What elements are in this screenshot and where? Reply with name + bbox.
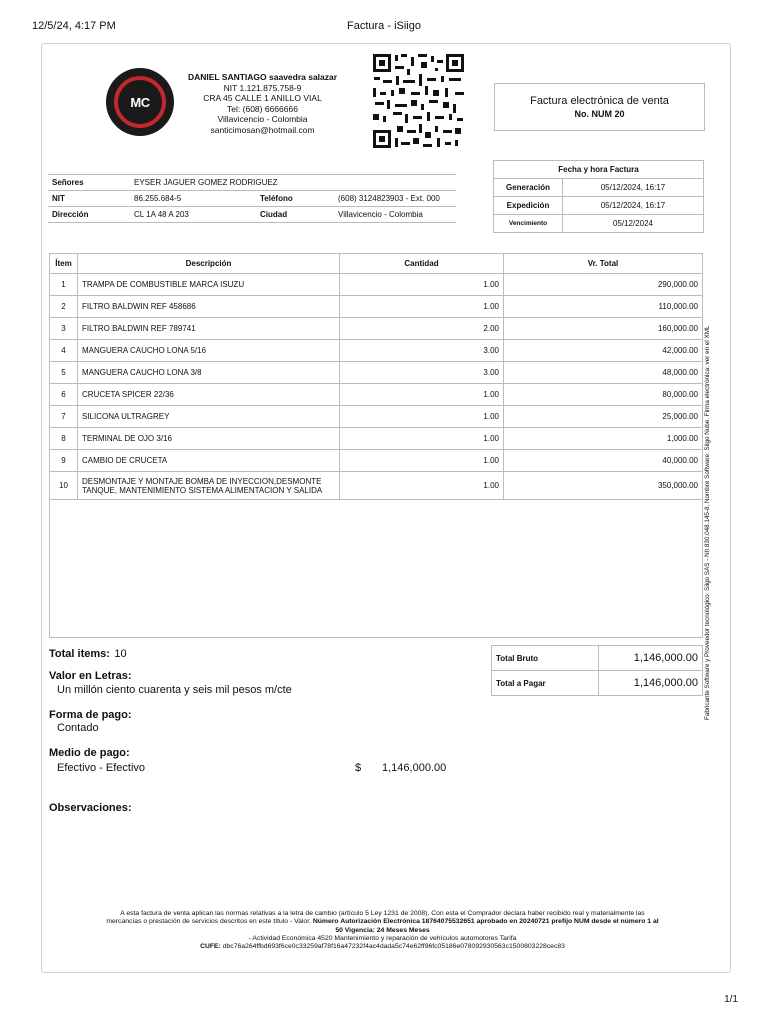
observations-label: Observaciones: <box>49 802 132 814</box>
qr-code-icon <box>371 52 466 150</box>
invoice-title-box <box>494 83 705 131</box>
gear-icon <box>114 76 166 128</box>
vertical-software-note: Fabricante Software y Proveedor tecnológico: Siigo SAS - NIt 830.048.145-8, Nombre Software: Siigo Nube. Firma electrónica: ver en el XML <box>704 325 711 720</box>
totals-table <box>491 645 703 696</box>
item-quantity: 1.00 <box>340 428 504 450</box>
client-name: EYSER JAGUER GOMEZ RODRIGUEZ <box>130 175 456 191</box>
item-number: 4 <box>50 340 78 362</box>
total-items <box>49 644 127 662</box>
expedition-label: Expedición <box>494 197 563 215</box>
item-description: FILTRO BALDWIN REF 458686 <box>78 296 340 318</box>
item-quantity: 1.00 <box>340 472 504 500</box>
dates-table <box>493 160 704 233</box>
item-number: 3 <box>50 318 78 340</box>
item-number: 5 <box>50 362 78 384</box>
col-item: Ítem <box>50 254 78 274</box>
company-info <box>180 72 345 135</box>
item-total: 48,000.00 <box>504 362 703 384</box>
item-quantity: 1.00 <box>340 406 504 428</box>
company-email: santicimosan@hotmail.com <box>210 124 315 135</box>
table-row <box>50 296 703 318</box>
item-number: 7 <box>50 406 78 428</box>
item-description: CAMBIO DE CRUCETA <box>78 450 340 472</box>
amount-words: Un millón ciento cuarenta y seis mil pesos m/cte <box>57 684 292 696</box>
table-row <box>50 472 703 500</box>
total-items-label: Total items: <box>49 648 110 660</box>
gross-total-label: Total Bruto <box>492 646 599 671</box>
item-quantity: 3.00 <box>340 362 504 384</box>
payment-amount: 1,146,000.00 <box>382 762 447 774</box>
payment-form: Contado <box>57 722 99 734</box>
col-quantity: Cantidad <box>340 254 504 274</box>
generation-label: Generación <box>494 179 563 197</box>
company-name: DANIEL SANTIAGO saavedra salazar <box>187 72 338 82</box>
footer-line-2a: mercancías o prestación de servicios descritos en este título - Valor. <box>106 918 313 926</box>
dates-header: Fecha y hora Factura <box>494 161 704 179</box>
item-total: 1,000.00 <box>504 428 703 450</box>
client-table <box>48 174 456 223</box>
table-row <box>50 340 703 362</box>
payment-method: Efectivo - Efectivo <box>57 762 146 774</box>
print-page-title: Factura - iSiigo <box>347 20 421 32</box>
item-total: 42,000.00 <box>504 340 703 362</box>
legal-footer <box>60 910 705 951</box>
print-datetime: 12/5/24, 4:17 PM <box>32 20 116 32</box>
payment-form-label: Forma de pago: <box>49 709 132 721</box>
item-number: 8 <box>50 428 78 450</box>
client-address: CL 1A 48 A 203 <box>130 207 256 223</box>
expedition-date: 05/12/2024, 16:17 <box>563 197 704 215</box>
gross-total: 1,146,000.00 <box>599 646 703 671</box>
cufe-label: CUFE: <box>200 943 221 951</box>
item-number: 9 <box>50 450 78 472</box>
total-payable: 1,146,000.00 <box>599 671 703 696</box>
item-quantity: 2.00 <box>340 318 504 340</box>
client-city: Villavicencio - Colombia <box>334 207 456 223</box>
footer-line-1: A esta factura de venta aplican las normas relativas a la letra de cambio (artículo 5 Ley 1231 de 2008). Con esta el Comprador declara haber recibido real y materialmente las <box>120 910 645 917</box>
invoice-type: Factura electrónica de venta <box>530 95 669 107</box>
item-quantity: 3.00 <box>340 340 504 362</box>
cufe-value: dbc76a264ffbd693f6ce0c33259af78f16a47232f4ac4dada5c74e62ff96fc05186e078092930563c1500803228cec83 <box>222 943 565 951</box>
due-date: 05/12/2024 <box>563 215 704 233</box>
item-total: 290,000.00 <box>504 274 703 296</box>
item-description: MANGUERA CAUCHO LONA 3/8 <box>78 362 340 384</box>
item-number: 2 <box>50 296 78 318</box>
item-quantity: 1.00 <box>340 450 504 472</box>
item-quantity: 1.00 <box>340 274 504 296</box>
table-row <box>50 384 703 406</box>
table-row <box>50 362 703 384</box>
table-row <box>50 318 703 340</box>
payment-method-label: Medio de pago: <box>49 747 130 759</box>
item-quantity: 1.00 <box>340 296 504 318</box>
footer-line-4: - Actividad Económica 4520 Mantenimiento y reparación de vehículos automotores Tarifa <box>248 934 517 942</box>
item-description: MANGUERA CAUCHO LONA 5/16 <box>78 340 340 362</box>
city-label: Ciudad <box>256 207 334 223</box>
items-table <box>49 253 703 500</box>
generation-date: 05/12/2024, 16:17 <box>563 179 704 197</box>
table-row <box>50 428 703 450</box>
item-description: TRAMPA DE COMBUSTIBLE MARCA ISUZU <box>78 274 340 296</box>
col-description: Descripción <box>78 254 340 274</box>
client-label: Señores <box>48 175 130 191</box>
item-quantity: 1.00 <box>340 384 504 406</box>
item-total: 350,000.00 <box>504 472 703 500</box>
col-total: Vr. Total <box>504 254 703 274</box>
item-description: CRUCETA SPICER 22/36 <box>78 384 340 406</box>
address-label: Dirección <box>48 207 130 223</box>
page-number: 1/1 <box>724 994 738 1005</box>
total-items-value: 10 <box>114 648 127 660</box>
table-row <box>50 274 703 296</box>
item-description: DESMONTAJE Y MONTAJE BOMBA DE INYECCION,DESMONTE TANQUE, MANTENIMIENTO SISTEMA ALIMENTACION Y SALIDA <box>78 472 340 500</box>
footer-line-3: 50 Vigencia: 24 Meses Meses <box>335 926 430 934</box>
item-number: 6 <box>50 384 78 406</box>
item-description: SILICONA ULTRAGREY <box>78 406 340 428</box>
footer-line-2b: Número Autorización Electrónica 18764075532651 aprobado en 20240721 prefijo NUM desde el número 1 al <box>312 918 659 926</box>
table-row <box>50 450 703 472</box>
company-logo <box>106 68 174 136</box>
item-total: 40,000.00 <box>504 450 703 472</box>
company-city: Villavicencio - Colombia <box>217 114 308 124</box>
payment-currency: $ <box>355 762 362 774</box>
phone-label: Teléfono <box>256 191 334 207</box>
item-number: 1 <box>50 274 78 296</box>
item-total: 110,000.00 <box>504 296 703 318</box>
item-total: 80,000.00 <box>504 384 703 406</box>
item-number: 10 <box>50 472 78 500</box>
total-payable-label: Total a Pagar <box>492 671 599 696</box>
company-address: CRA 45 CALLE 1 ANILLO VIAL <box>203 93 322 103</box>
amount-words-label: Valor en Letras: <box>49 670 132 682</box>
client-phone: (608) 3124823903 - Ext. 000 <box>334 191 456 207</box>
table-row <box>50 406 703 428</box>
company-phone: Tel: (608) 6666666 <box>227 103 298 114</box>
client-nit: 86.255.684-5 <box>130 191 256 207</box>
company-nit: NIT 1.121.875.758-9 <box>223 82 302 93</box>
item-total: 25,000.00 <box>504 406 703 428</box>
invoice-number: No. NUM 20 <box>574 109 625 119</box>
item-total: 160,000.00 <box>504 318 703 340</box>
due-label: Vencimiento <box>494 215 563 233</box>
logo-text: MC <box>130 94 150 110</box>
item-description: TERMINAL DE OJO 3/16 <box>78 428 340 450</box>
nit-label: NIT <box>48 191 130 207</box>
item-description: FILTRO BALDWIN REF 789741 <box>78 318 340 340</box>
